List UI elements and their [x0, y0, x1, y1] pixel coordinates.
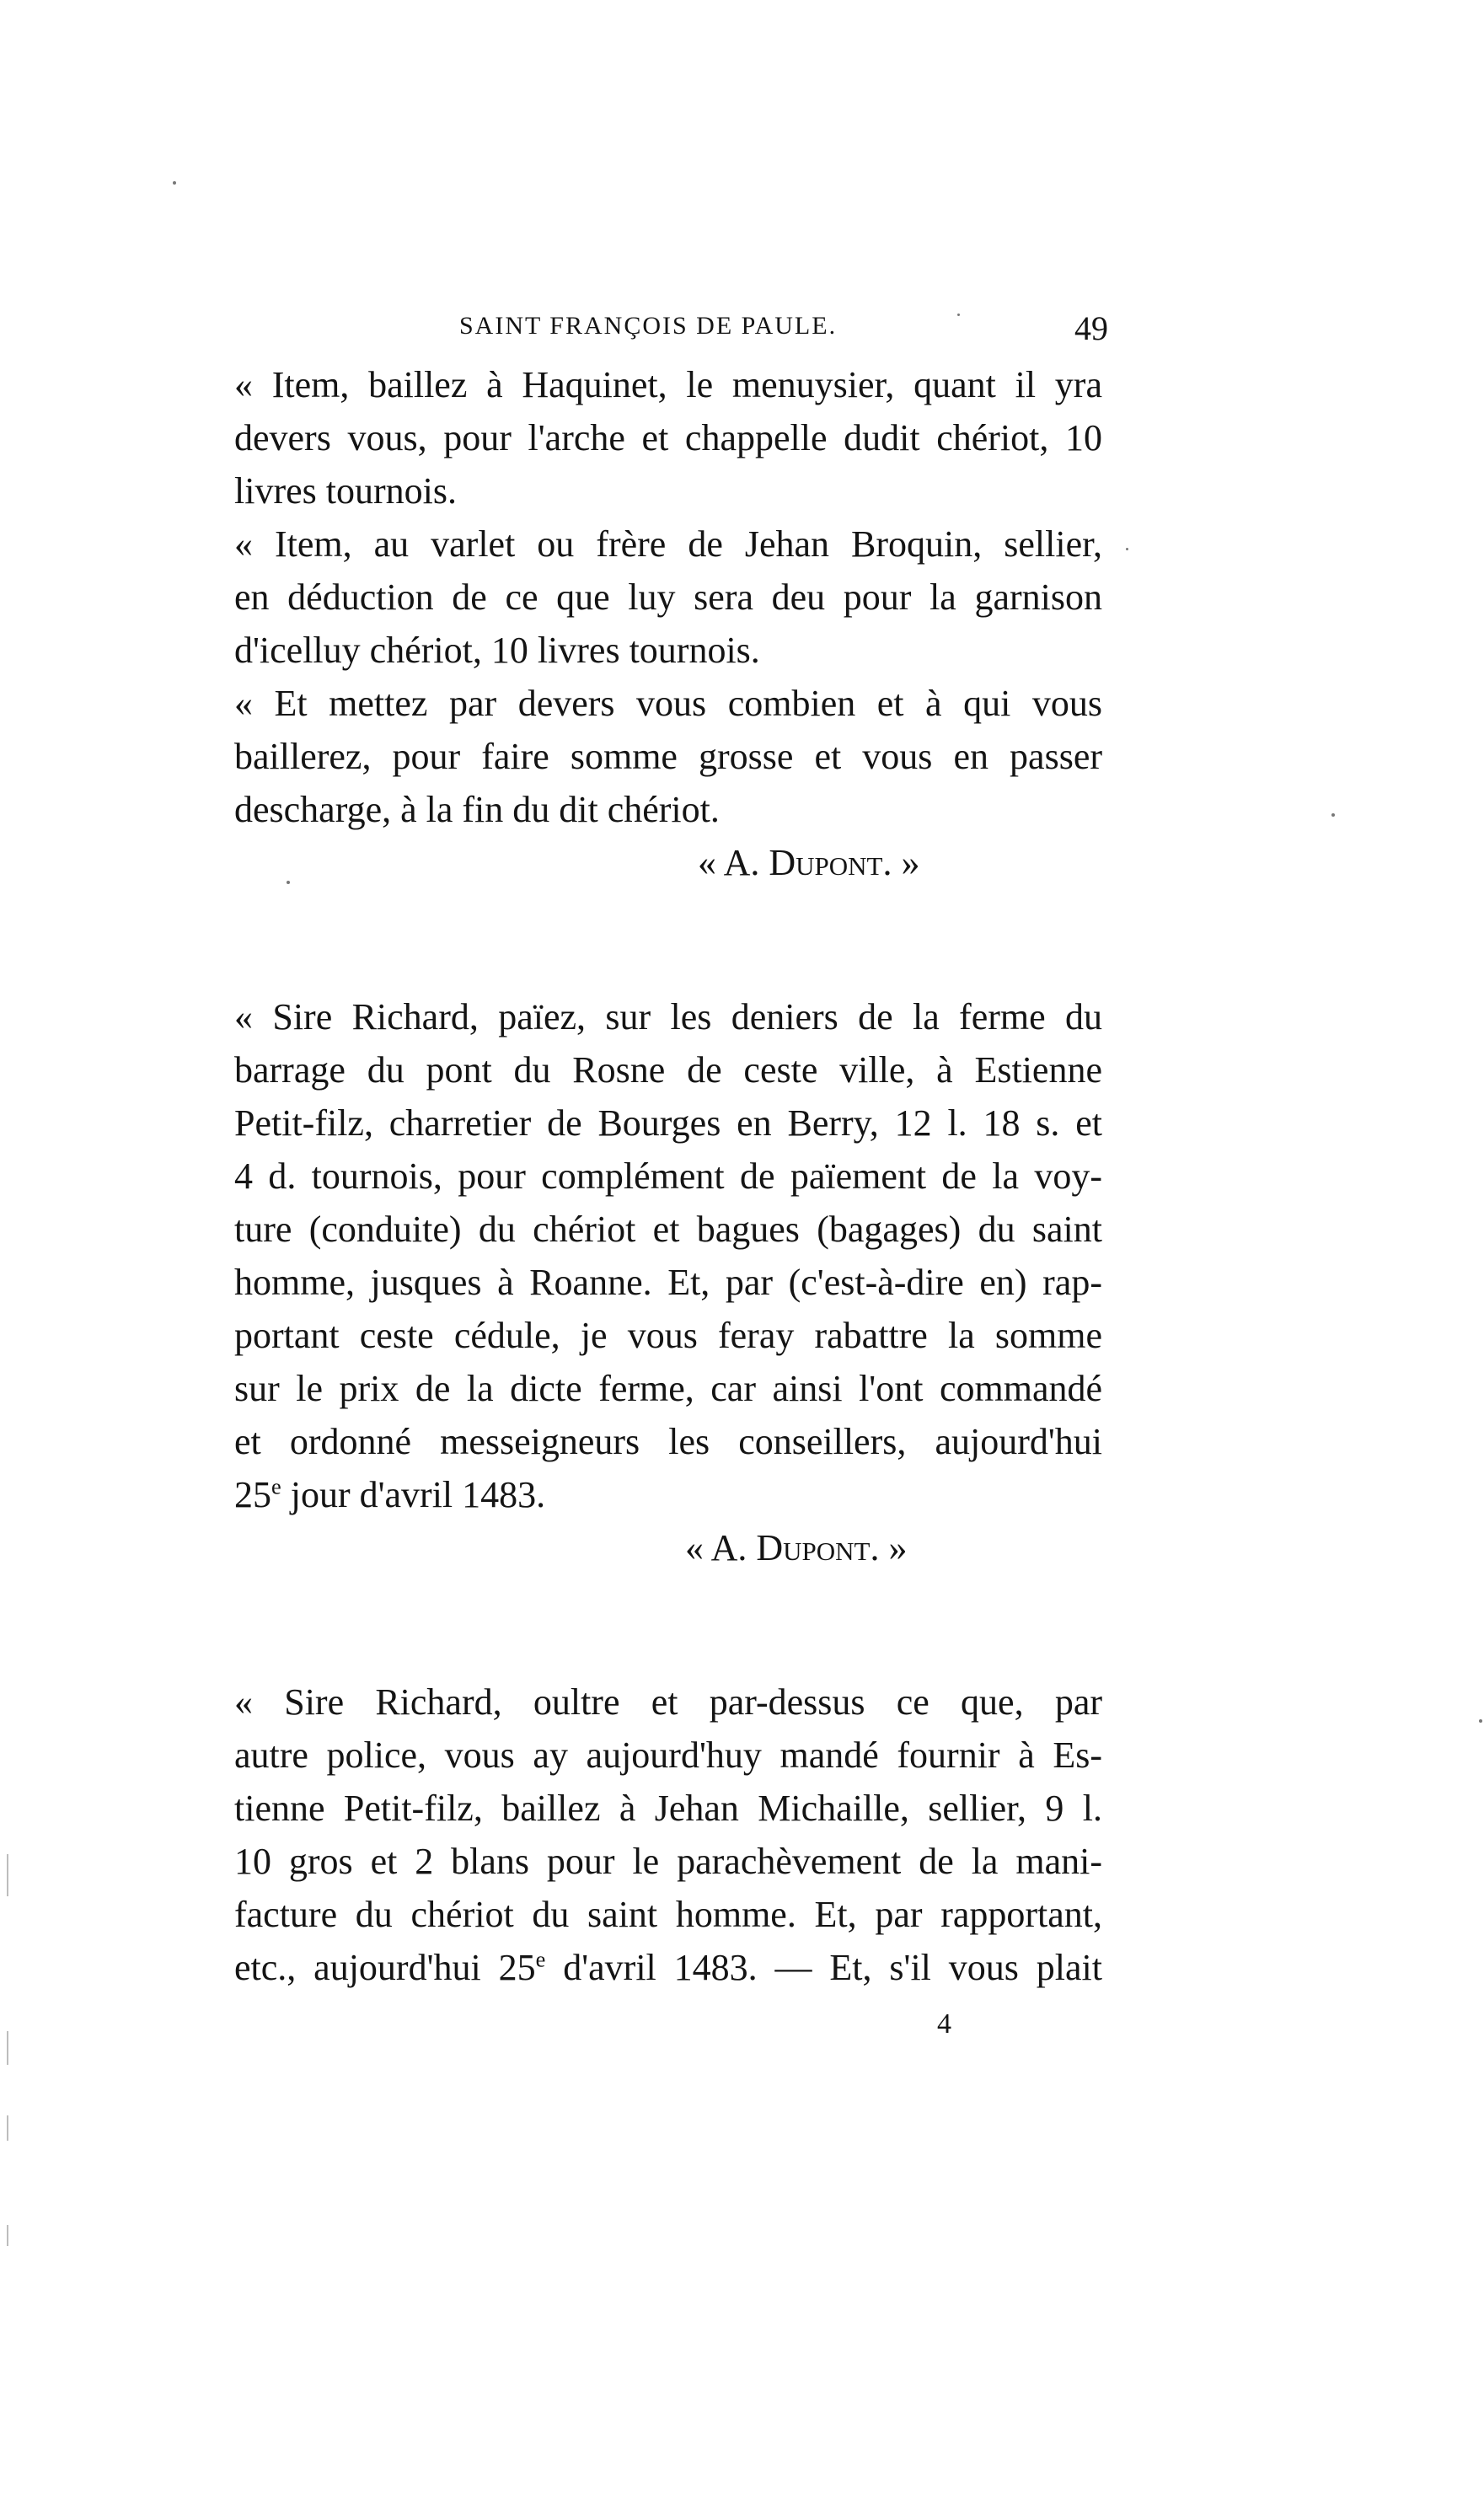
- text-line: « Sire Richard, oultre et par-dessus ce que, par: [234, 1681, 1102, 1723]
- text-line: « Et mettez par devers vous combien et à qui vous: [234, 683, 1102, 724]
- running-title: SAINT FRANÇOIS DE PAULE.: [459, 312, 838, 340]
- signature-name: Dupont: [769, 842, 883, 883]
- text-line: barrage du pont du Rosne de ceste ville, à Estienne: [234, 1049, 1102, 1091]
- scan-speck: [1126, 548, 1128, 550]
- running-head: [459, 309, 1108, 354]
- text-line: et ordonné messeigneurs les conseillers, aujourd'hui: [234, 1421, 1102, 1462]
- scan-speck: [1479, 1719, 1482, 1723]
- signature-open: « A.: [685, 1527, 747, 1568]
- date-number: 25: [234, 1474, 271, 1515]
- date-rest: jour d'avril 1483.: [281, 1474, 546, 1515]
- paragraph-mettez: [234, 677, 1102, 836]
- scan-speck: [1331, 813, 1335, 817]
- body-text: [234, 358, 1102, 1994]
- section-gap: [234, 1574, 1102, 1675]
- text-line: 10 gros et 2 blans pour le parachèvement de la mani-: [234, 1841, 1102, 1882]
- scan-speck: [173, 181, 176, 185]
- page-number: 49: [1074, 309, 1108, 347]
- paragraph-sire-richard-oultre: [234, 1675, 1102, 1994]
- scan-edge-mark: [7, 2225, 8, 2246]
- text-line: autre police, vous ay aujourd'huy mandé fournir à Es-: [234, 1734, 1102, 1776]
- scan-speck: [287, 881, 290, 884]
- scan-edge-mark: [7, 1854, 8, 1896]
- text-line: homme, jusques à Roanne. Et, par (c'est-à-dire en) rap-: [234, 1262, 1102, 1303]
- section-gap: [234, 889, 1102, 990]
- text-line: facture du chériot du saint homme. Et, par rapportant,: [234, 1894, 1102, 1935]
- line-prefix: etc., aujourd'hui 25: [234, 1947, 536, 1988]
- text-line: 4 d. tournois, pour complément de païement de la voy-: [234, 1155, 1102, 1197]
- text-line: descharge, à la fin du dit chériot.: [234, 789, 720, 830]
- printer-signature-mark: 4: [937, 2008, 951, 2040]
- paragraph-sire-richard-paiez: [234, 990, 1102, 1521]
- text-line: devers vous, pour l'arche et chappelle dudit chériot, 10: [234, 417, 1102, 458]
- signature-dupont-1: [234, 836, 1102, 889]
- paragraph-item-broquin: [234, 517, 1102, 677]
- scan-speck: [957, 314, 960, 316]
- signature-close: . »: [870, 1527, 908, 1568]
- signature-dupont-2: [234, 1521, 1102, 1574]
- text-line: ture (conduite) du chériot et bagues (bagages) du saint: [234, 1209, 1102, 1250]
- text-line: « Item, baillez à Haquinet, le menuysier, quant il yra: [234, 364, 1102, 405]
- text-line: « Item, au varlet ou frère de Jehan Broquin, sellier,: [234, 523, 1102, 565]
- signature-open: « A.: [698, 842, 760, 883]
- text-line: [234, 1941, 1102, 1994]
- ordinal-superscript: e: [271, 1473, 281, 1499]
- text-line: livres tournois.: [234, 470, 457, 512]
- signature-close: . »: [882, 842, 920, 883]
- signature-name: Dupont: [756, 1527, 871, 1568]
- text-line: baillerez, pour faire somme grosse et vous en passer: [234, 736, 1102, 777]
- text-line: tienne Petit-filz, baillez à Jehan Michaille, sellier, 9 l.: [234, 1788, 1102, 1829]
- text-line: Petit-filz, charretier de Bourges en Berry, 12 l. 18 s. et: [234, 1102, 1102, 1144]
- text-line: « Sire Richard, païez, sur les deniers de la ferme du: [234, 996, 1102, 1037]
- scan-edge-mark: [7, 2031, 8, 2065]
- text-line: sur le prix de la dicte ferme, car ainsi l'ont commandé: [234, 1368, 1102, 1409]
- text-line: [234, 1468, 1102, 1521]
- text-line: d'icelluy chériot, 10 livres tournois.: [234, 630, 760, 671]
- line-rest: d'avril 1483. — Et, s'il vous plait: [545, 1947, 1102, 1988]
- ordinal-superscript: e: [535, 1946, 546, 1972]
- scan-edge-mark: [7, 2115, 8, 2141]
- text-line: portant ceste cédule, je vous feray rabattre la somme: [234, 1315, 1102, 1356]
- text-line: en déduction de ce que luy sera deu pour la garnison: [234, 576, 1102, 618]
- paragraph-item-haquinet: [234, 358, 1102, 517]
